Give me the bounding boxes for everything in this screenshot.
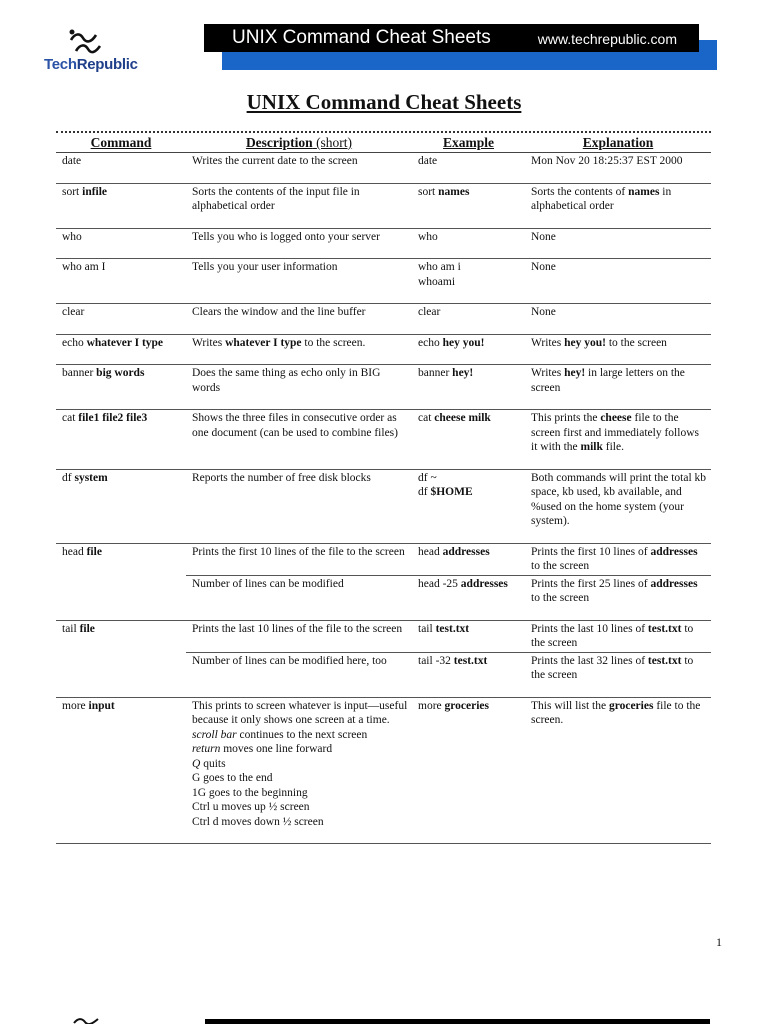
banner-title: UNIX Command Cheat Sheets — [232, 27, 491, 48]
cell-explanation: Prints the first 10 lines of addresses to the screen — [525, 543, 711, 575]
logo-mark-icon — [68, 26, 102, 56]
table-row-clear — [56, 304, 711, 335]
table-row-whoami — [56, 259, 711, 304]
cell-explanation: Writes hey you! to the screen — [525, 334, 711, 365]
cell-command: tail file — [56, 620, 186, 697]
cell-description: Sorts the contents of the input file in alphabetical order — [186, 183, 412, 228]
table-row-echo — [56, 334, 711, 365]
cell-explanation: This will list the groceries file to the screen. — [525, 697, 711, 844]
cell-example: date — [412, 153, 525, 184]
table-row-date — [56, 153, 711, 184]
cell-command: df system — [56, 469, 186, 543]
footer-bar — [205, 1019, 710, 1024]
cell-example: banner hey! — [412, 365, 525, 410]
cell-description: Number of lines can be modified here, too — [186, 652, 412, 697]
col-header-command: Command — [56, 134, 186, 153]
table-row-more — [56, 697, 711, 844]
cell-example: who am i whoami — [412, 259, 525, 304]
cell-explanation: Prints the last 10 lines of test.txt to the screen — [525, 620, 711, 652]
cell-command: banner big words — [56, 365, 186, 410]
cell-description: Shows the three files in consecutive order as one document (can be used to combine files) — [186, 410, 412, 470]
cell-description: Tells you who is logged onto your server — [186, 228, 412, 259]
techrepublic-logo — [44, 26, 154, 76]
cell-explanation: This prints the cheese file to the screen first and immediately follows it with the milk file. — [525, 410, 711, 470]
cell-example: sort names — [412, 183, 525, 228]
col-header-explanation: Explanation — [525, 134, 711, 153]
dotted-divider — [56, 131, 711, 133]
page-number: 1 — [716, 935, 722, 949]
cell-example: head -25 addresses — [412, 575, 525, 620]
cell-command: echo whatever I type — [56, 334, 186, 365]
cell-example: head addresses — [412, 543, 525, 575]
col-header-description: Description (short) — [186, 134, 412, 153]
cell-command: cat file1 file2 file3 — [56, 410, 186, 470]
cell-description: Prints the last 10 lines of the file to the screen — [186, 620, 412, 652]
command-table — [56, 134, 711, 844]
cell-description: Writes whatever I type to the screen. — [186, 334, 412, 365]
col-header-example: Example — [412, 134, 525, 153]
cell-description: Number of lines can be modified — [186, 575, 412, 620]
page-title: UNIX Command Cheat Sheets — [246, 90, 522, 114]
cell-description: Clears the window and the line buffer — [186, 304, 412, 335]
cell-explanation: Prints the first 25 lines of addresses to the screen — [525, 575, 711, 620]
cell-command: clear — [56, 304, 186, 335]
cell-command: more input — [56, 697, 186, 844]
cell-explanation: None — [525, 304, 711, 335]
cell-explanation: Mon Nov 20 18:25:37 EST 2000 — [525, 153, 711, 184]
cell-command: sort infile — [56, 183, 186, 228]
logo-text: TechRepublic — [44, 56, 138, 73]
cell-explanation: Writes hey! in large letters on the screen — [525, 365, 711, 410]
cell-description: Reports the number of free disk blocks — [186, 469, 412, 543]
cell-explanation: None — [525, 228, 711, 259]
table-row-cat — [56, 410, 711, 470]
cell-example: who — [412, 228, 525, 259]
cell-explanation: Both commands will print the total kb space, kb used, kb available, and %used on the home system (your system). — [525, 469, 711, 543]
table-row-df — [56, 469, 711, 543]
cell-example: cat cheese milk — [412, 410, 525, 470]
cell-description: Prints the first 10 lines of the file to the screen — [186, 543, 412, 575]
footer-logo-mark-icon — [72, 1016, 100, 1024]
banner-url[interactable]: www.techrepublic.com — [537, 31, 677, 47]
table-row-head — [56, 543, 711, 575]
cell-explanation: None — [525, 259, 711, 304]
cell-command: date — [56, 153, 186, 184]
header-banner — [204, 24, 699, 52]
cell-description: Writes the current date to the screen — [186, 153, 412, 184]
cell-command: head file — [56, 543, 186, 620]
cell-explanation: Prints the last 32 lines of test.txt to the screen — [525, 652, 711, 697]
cell-example: clear — [412, 304, 525, 335]
cell-example: more groceries — [412, 697, 525, 844]
table-row-who — [56, 228, 711, 259]
cell-command: who am I — [56, 259, 186, 304]
table-row-sort — [56, 183, 711, 228]
table-row-tail — [56, 620, 711, 652]
cell-description: Does the same thing as echo only in BIG words — [186, 365, 412, 410]
cell-example: echo hey you! — [412, 334, 525, 365]
cell-example: df ~ df $HOME — [412, 469, 525, 543]
cell-example: tail test.txt — [412, 620, 525, 652]
header-row — [56, 134, 711, 153]
cell-command: who — [56, 228, 186, 259]
cell-description: Tells you your user information — [186, 259, 412, 304]
table-row-banner — [56, 365, 711, 410]
cell-example: tail -32 test.txt — [412, 652, 525, 697]
cell-description: This prints to screen whatever is input—useful because it only shows one screen at a time. scroll bar continues to the next screen return moves one line forward Q quits G goes to the end 1G goes to the beginning Ctrl u moves up ½ screen Ctrl d moves down ½ screen — [186, 697, 412, 844]
cell-explanation: Sorts the contents of names in alphabetical order — [525, 183, 711, 228]
